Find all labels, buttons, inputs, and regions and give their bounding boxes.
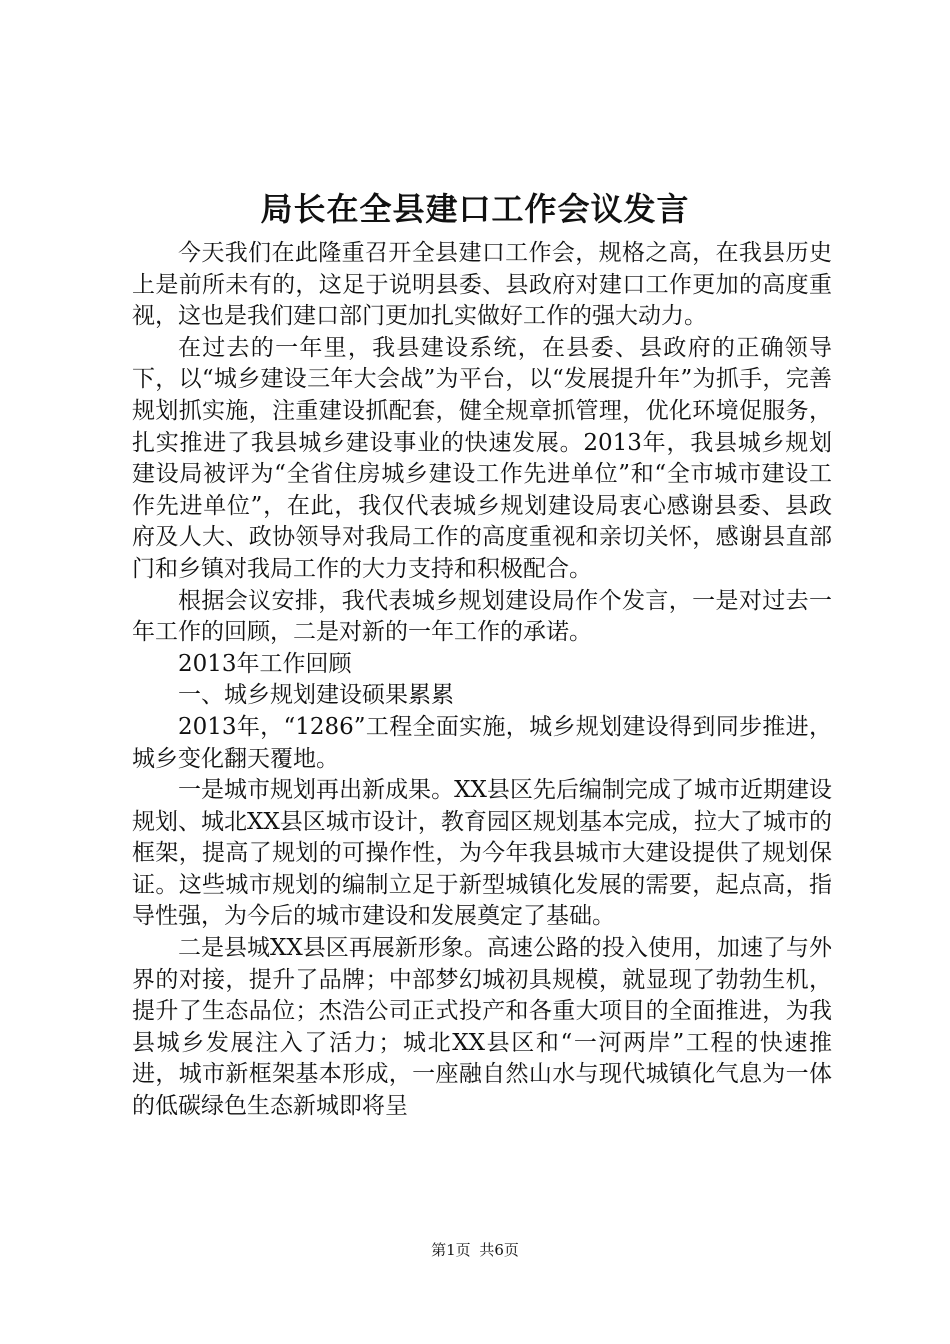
section-heading-review: 2013年工作回顾: [178, 650, 352, 677]
paragraph-urban-planning: 一是城市规划再出新成果。XX县区先后编制完成了城市近期建设规划、城北XX县区城市设计，教育园区规划基本完成，拉大了城市的框架，提高了规划的可操作性，为今年我县城市大建设提供了规划保证。这些城市规划的编制立足于新型城镇化发展的需要，起点高，指导性强，为今后的城市建设和发展奠定了基础。: [132, 777, 832, 930]
page-footer: [0, 1240, 950, 1260]
paragraph-1286-project: 2013年，“1286”工程全面实施，城乡规划建设得到同步推进，城乡变化翻天覆地。: [132, 713, 832, 772]
page-total: 共6页: [479, 1241, 519, 1259]
page-number: 第1页: [431, 1241, 471, 1259]
document-body: [132, 238, 832, 1123]
paragraph-opening: 今天我们在此隆重召开全县建口工作会，规格之高，在我县历史上是前所未有的，这足于说明县委、县政府对建口工作更加的高度重视，这也是我们建口部门更加扎实做好工作的强大动力。: [132, 240, 832, 330]
paragraph-arrangement: 根据会议安排，我代表城乡规划建设局作个发言，一是对过去一年工作的回顾，二是对新的一年工作的承诺。: [132, 587, 832, 646]
paragraph-county-image: 二是县城XX县区再展新形象。高速公路的投入使用，加速了与外界的对接，提升了品牌；中部梦幻城初具规模，就显现了勃勃生机，提升了生态品位；杰浩公司正式投产和各重大项目的全面推进，为我县城乡发展注入了活力；城北XX县区和“一河两岸”工程的快速推进，城市新框架基本形成，一座融自然山水与现代城镇化气息为一体的低碳绿色生态新城即将呈: [132, 935, 832, 1120]
section-heading-planning: 一、城乡规划建设硕果累累: [178, 682, 454, 709]
paragraph-past-year: 在过去的一年里，我县建设系统，在县委、县政府的正确领导下，以“城乡建设三年大会战”为平台，以“发展提升年”为抓手，完善规划抓实施，注重建设抓配套，健全规章抓管理，优化环境促服务，扎实推进了我县城乡建设事业的快速发展。2013年，我县城乡规划建设局被评为“全省住房城乡建设工作先进单位”和“全市城市建设工作先进单位”，在此，我仅代表城乡规划建设局衷心感谢县委、县政府及人大、政协领导对我局工作的高度重视和亲切关怀，感谢县直部门和乡镇对我局工作的大力支持和积极配合。: [132, 334, 832, 582]
document-title: 局长在全县建口工作会议发言: [260, 190, 690, 228]
